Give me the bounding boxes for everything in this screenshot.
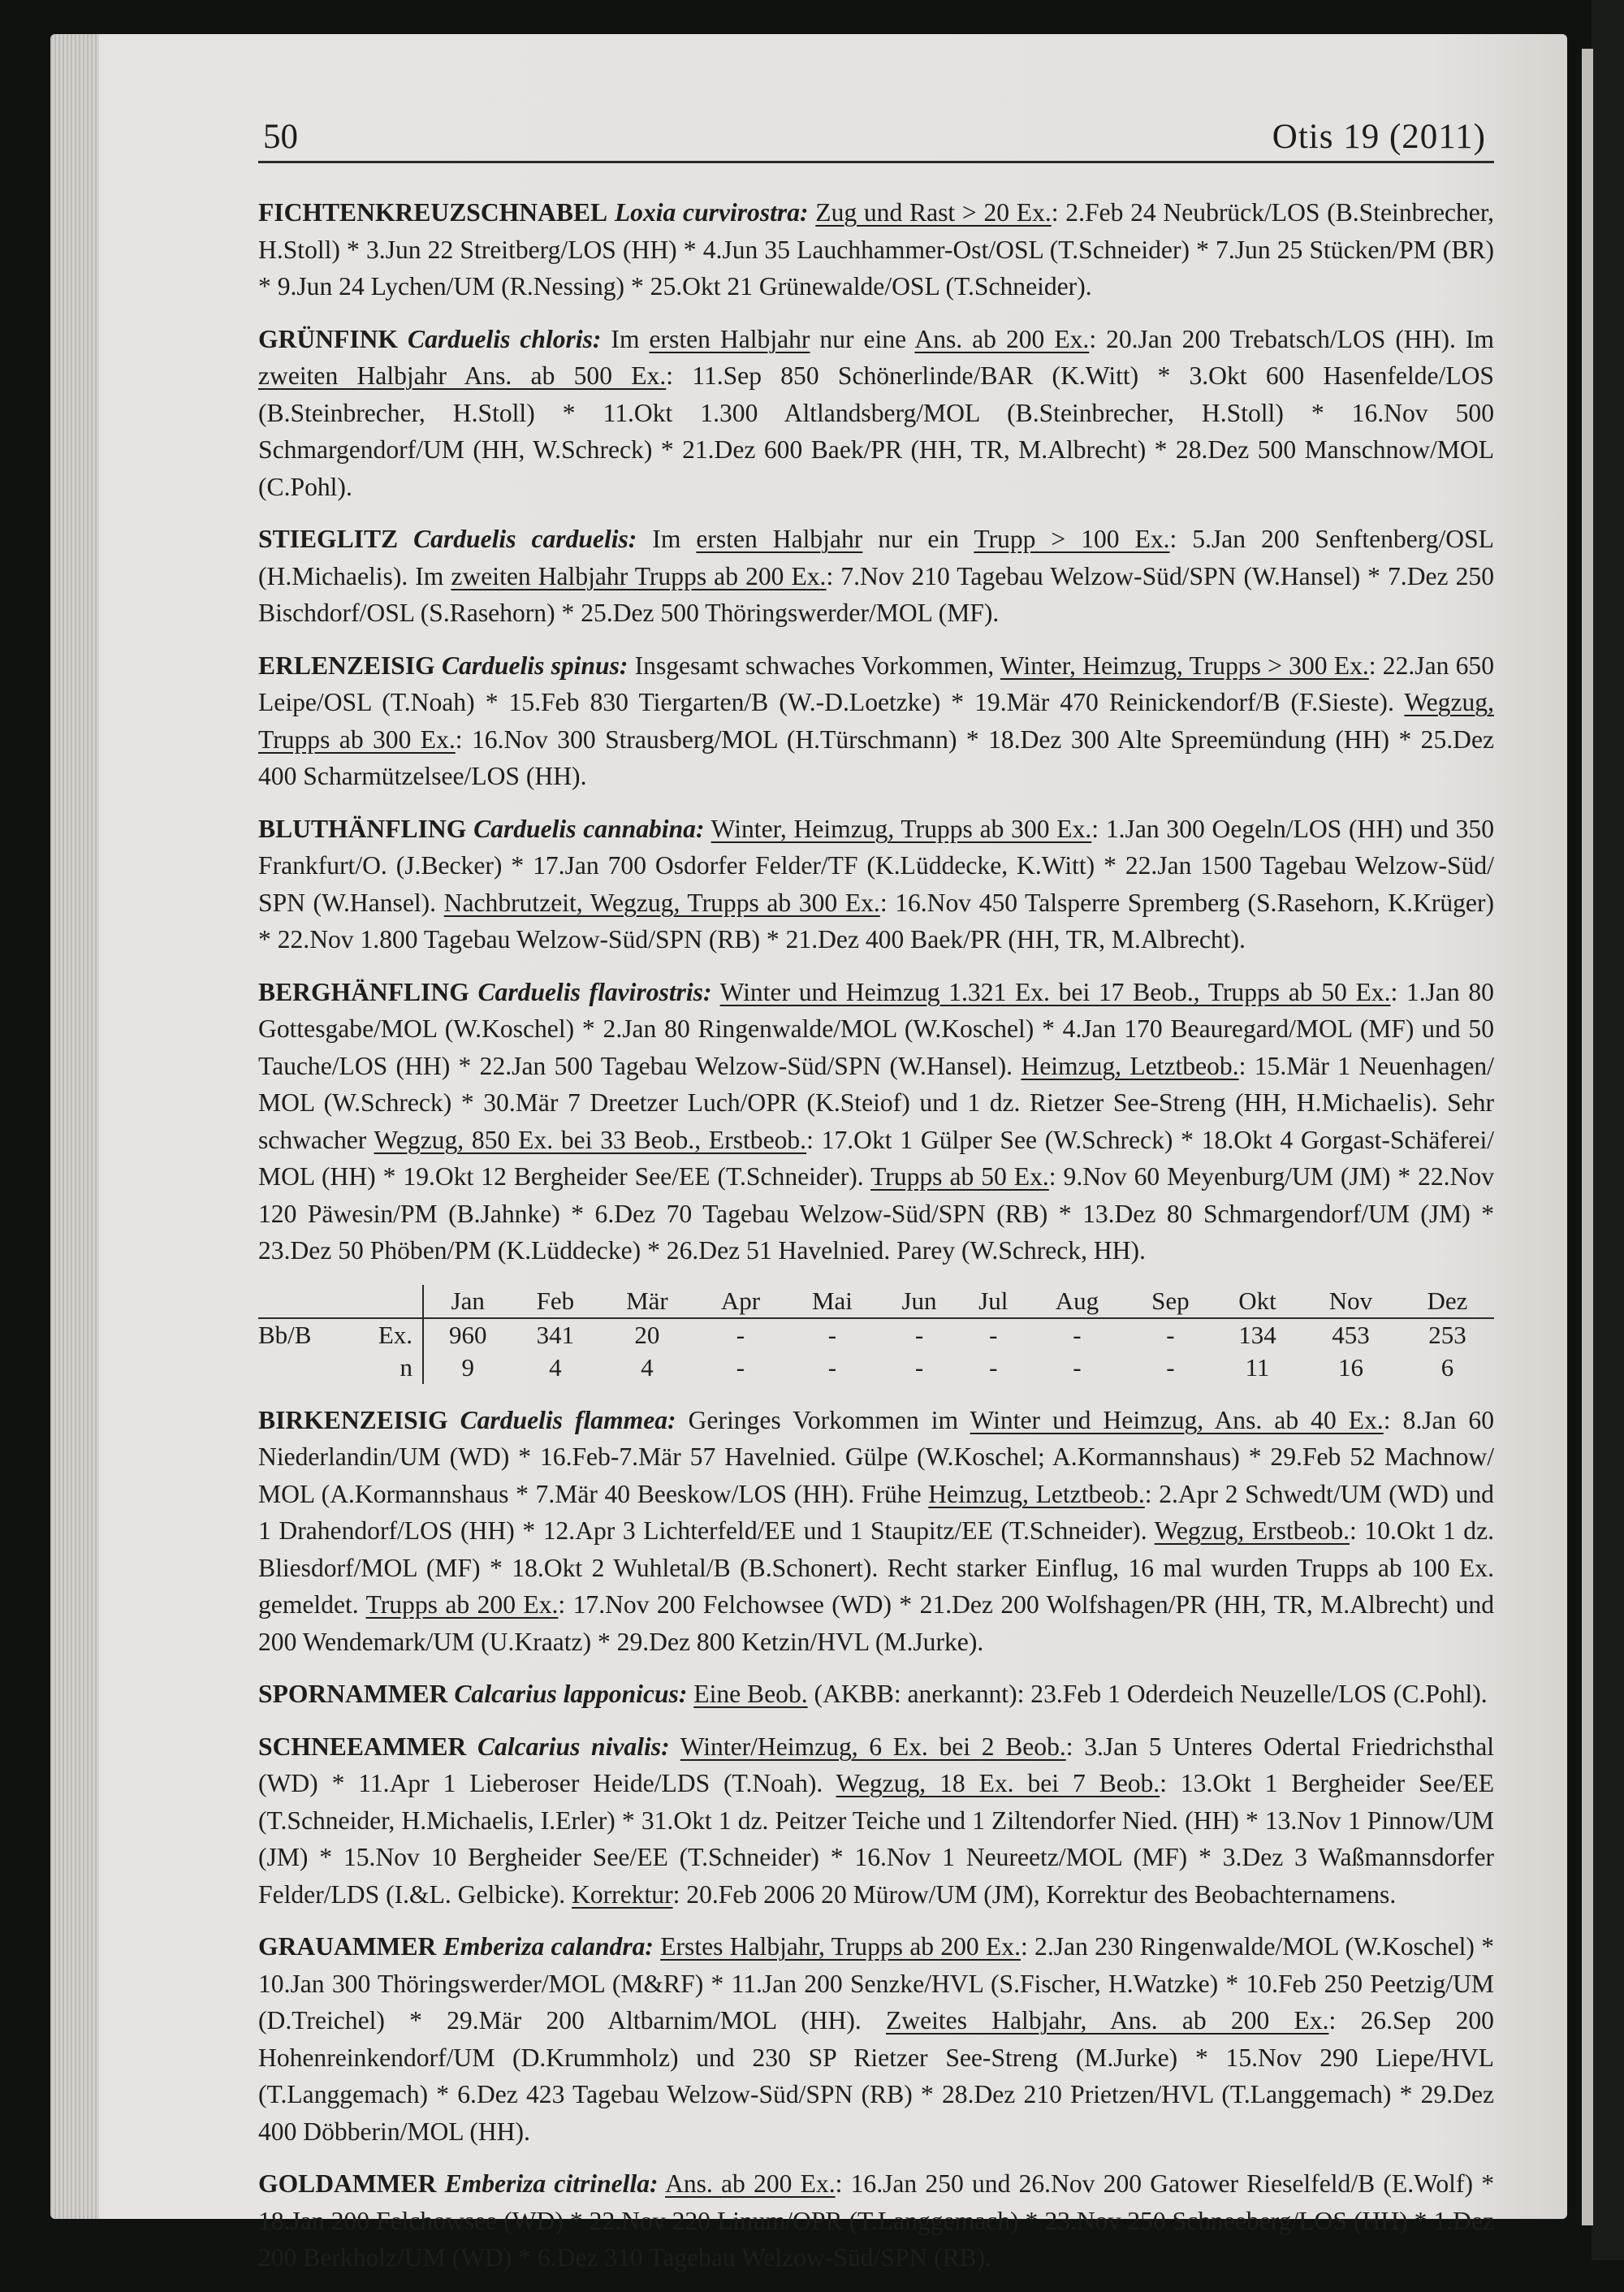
species-entry (258, 1928, 1494, 2150)
month-header: Sep (1127, 1285, 1214, 1318)
month-header: Nov (1301, 1285, 1401, 1318)
underlined-heading: Trupps ab 200 Ex. (365, 1590, 559, 1619)
entry-text (670, 1732, 680, 1761)
entry-text: : 26.Sep 200 Hohenreinkendorf/UM (D.Krummholz) und 230 SP Rietzer See-Streng (M.Jurke) * 15.Nov 290 Liepe/HVL (T.Langgemach) * 6.Dez 423 Tagebau Welzow-Süd/SPN (RB) * 28.Dez 210 Prietzen/HVL (T.Langgemach) * 29.Dez 400 Döbberin/MOL (HH). (258, 2006, 1494, 2146)
underlined-heading: Heimzug, Letztbeob. (1021, 1051, 1239, 1080)
table-row (258, 1351, 1494, 1384)
entry-text (704, 815, 710, 843)
latin-name: Carduelis spinus: (441, 651, 628, 680)
underlined-heading: Ans. ab 200 Ex. (665, 2169, 836, 2198)
table-cell: - (914, 1320, 924, 1349)
region-label (258, 1351, 356, 1384)
month-header: Mai (785, 1285, 879, 1318)
row-label: n (356, 1351, 423, 1384)
table-cell: 4 (549, 1352, 562, 1382)
species-name: SPORNAMMER (258, 1680, 448, 1708)
entry-text: : 5.Jan 200 Senftenberg/OSL (H.Michaelis). Im (258, 525, 1494, 590)
entry-text (712, 978, 720, 1006)
entry-text: Im (601, 324, 650, 353)
running-header (258, 114, 1494, 163)
entry-text: nur eine (810, 324, 915, 353)
table-cell: - (736, 1320, 745, 1349)
table-cell: 6 (1440, 1352, 1454, 1382)
species-name: GRAUAMMER (258, 1932, 437, 1961)
underlined-heading: Winter und Heimzug, Ans. ab 40 Ex. (970, 1405, 1384, 1434)
journal-page (258, 114, 1494, 2292)
region-label: Bb/B (258, 1320, 312, 1349)
latin-name: Carduelis flammea: (460, 1405, 676, 1434)
species-entry (258, 1402, 1494, 1661)
species-entry (258, 1676, 1494, 1713)
species-name: SCHNEEAMMER (258, 1732, 467, 1761)
table-cell: - (1166, 1320, 1175, 1349)
entry-text: : 1.Jan 300 Oegeln/LOS (HH) und 350 Frankfurt/O. (J.Becker) * 17.Jan 700 Osdorfer Felder/TF (K.Lüddecke, K.Witt) * 22.Jan 1500 Tagebau Welzow-Süd/ SPN (W.Hansel). (258, 814, 1494, 917)
entry-text: : 15.Mär 1 Neuenhagen/ MOL (W.Schreck) * 30.Mär 7 Dreetzer Luch/OPR (K.Steiof) und 1 dz. Rietzer See-Streng (HH, H.Michaelis). Sehr schwacher (258, 1051, 1494, 1154)
table-cell: 16 (1338, 1352, 1363, 1382)
table-body (258, 1318, 1494, 1384)
entry-text: (AKBB: anerkannt): 23.Feb 1 Oderdeich Neuzelle/LOS (C.Pohl). (807, 1680, 1488, 1708)
table-corner (258, 1285, 356, 1318)
underlined-heading: Wegzug, 18 Ex. bei 7 Beob. (836, 1769, 1160, 1797)
latin-name: Loxia curvirostra: (614, 198, 809, 227)
underlined-heading: Korrektur (572, 1879, 673, 1909)
table-cell: - (736, 1352, 745, 1382)
underlined-heading: zweiten Halbjahr Trupps ab 200 Ex. (451, 561, 827, 590)
latin-name: Carduelis flavirostris: (477, 977, 712, 1006)
species-name: GRÜNFINK (258, 324, 399, 353)
table-cell: 253 (1428, 1320, 1466, 1349)
underlined-heading: Erstes Halbjahr, Trupps ab 200 Ex. (660, 1932, 1021, 1961)
entry-text: : 9.Nov 60 Meyenburg/UM (JM) * 22.Nov 120 Päwesin/PM (B.Jahnke) * 6.Dez 70 Tagebau Welzow-Süd/SPN (RB) * 13.Dez 80 Schmargendorf/UM (JM) * 23.Dez 50 Phöben/PM (K.Lüddecke) * 26.Dez 51 Havelnied. Parey (W.Schreck, HH). (258, 1162, 1494, 1265)
entry-text: : 7.Nov 210 Tagebau Welzow-Süd/SPN (W.Hansel) * 7.Dez 250 Bischdorf/OSL (S.Rasehorn) * 25.Dez 500 Thöringswerder/MOL (MF). (258, 561, 1494, 627)
underlined-heading: ersten Halbjahr (696, 525, 863, 553)
entry-text: Geringes Vorkommen im (676, 1405, 970, 1434)
table-cell: - (827, 1320, 837, 1349)
entry-text: : 2.Jan 230 Ringenwalde/MOL (W.Koschel) * 10.Jan 300 Thöringswerder/MOL (M&RF) * 11.Jan 200 Senzke/HVL (S.Fischer, H.Watzke) * 10.Feb 250 Peetzig/UM (D.Treichel) * 29.Mär 200 Altbarnim/MOL (HH). (258, 1932, 1495, 2035)
entry-text: : 2.Apr 2 Schwedt/UM (WD) und 1 Drahendorf/LOS (HH) * 12.Apr 3 Lichterfeld/EE und 1 Staupitz/EE (T.Schneider). (258, 1479, 1494, 1545)
table-cell: 4 (641, 1352, 654, 1382)
monthly-count-table (258, 1285, 1494, 1384)
species-entries-continued (258, 1402, 1494, 2277)
table-cell: 11 (1245, 1352, 1270, 1382)
entry-text: : 13.Okt 1 Bergheider See/EE (T.Schneider, H.Michaelis, I.Erler) * 31.Okt 1 dz. Peitzer Teiche und 1 Ziltendorfer Nied. (HH) * 13.Nov 1 Pinnow/UM (JM) * 15.Nov 10 Bergheider See/EE (T.Schneider) * 16.Nov 1 Neureetz/MOL (MF) * 3.Dez 3 Waßmannsdorfer Felder/LDS (I.&L. Gelbicke). (258, 1769, 1494, 1909)
entry-text: : 16.Nov 450 Talsperre Spremberg (S.Rasehorn, K.Krüger) * 22.Nov 1.800 Tagebau Welzow-Süd/SPN (RB) * 21.Dez 400 Baek/PR (HH, TR, M.Albrecht). (258, 888, 1494, 954)
month-header: Jul (960, 1285, 1027, 1318)
latin-name: Calcarius lapponicus: (454, 1680, 688, 1708)
table-cell: 9 (461, 1352, 474, 1382)
entry-text: Im (637, 525, 697, 553)
species-name: GOLDAMMER (258, 2169, 437, 2198)
table-cell: - (989, 1320, 998, 1349)
table-cell: 341 (536, 1320, 575, 1349)
species-name: BIRKENZEISIG (258, 1405, 448, 1434)
entry-text: : 16.Jan 250 und 26.Nov 200 Gatower Rieselfeld/B (E.Wolf) * 18.Jan 200 Felchowsee (WD) * 22.Nov 220 Linum/OPR (T.Langgemach) * 23.Nov 250 Schneeberg/LOS (HH) * 1.Dez 200 Berkholz/UM (WD) * 6.Dez 310 Tagebau Welzow-Süd/SPN (RB). (258, 2169, 1494, 2272)
entry-text: : 17.Okt 1 Gülper See (W.Schreck) * 18.Okt 4 Gorgast-Schäferei/ MOL (HH) * 19.Okt 12 Bergheider See/EE (T.Schneider). (258, 1125, 1495, 1191)
underlined-heading: Winter/Heimzug, 6 Ex. bei 2 Beob. (680, 1732, 1066, 1761)
species-entry (258, 2165, 1494, 2277)
underlined-heading: Zweites Halbjahr, Ans. ab 200 Ex. (885, 2006, 1329, 2035)
species-entry (258, 321, 1494, 506)
table-header-row (258, 1285, 1494, 1318)
table-cell: - (827, 1352, 837, 1382)
row-label: Ex. (356, 1318, 423, 1351)
entry-text: : 22.Jan 650 Leipe/OSL (T.Noah) * 15.Feb 830 Tiergarten/B (W.-D.Loetzke) * 19.Mär 470 Reinickendorf/B (F.Sieste). (258, 651, 1494, 716)
table-cell: 453 (1332, 1320, 1370, 1349)
table-cell: 20 (634, 1320, 660, 1349)
latin-name: Carduelis cannabina: (473, 814, 705, 843)
underlined-heading: Heimzug, Letztbeob. (928, 1479, 1145, 1508)
species-name: STIEGLITZ (258, 525, 399, 553)
underlined-heading: Wegzug, Trupps ab 300 Ex. (258, 688, 1494, 754)
month-header: Mär (598, 1285, 695, 1318)
entry-text: : 8.Jan 60 Niederlandin/UM (WD) * 16.Feb-7.Mär 57 Havelnied. Gülpe (W.Koschel; A.Kormannshaus) * 29.Feb 52 Machnow/ MOL (A.Kormannshaus * 7.Mär 40 Beeskow/LOS (HH). Frühe (258, 1405, 1494, 1508)
table-cell: - (1073, 1320, 1082, 1349)
underlined-heading: Winter und Heimzug 1.321 Ex. bei 17 Beob., Trupps ab 50 Ex. (719, 977, 1391, 1006)
species-entry (258, 974, 1494, 1269)
month-header: Aug (1027, 1285, 1127, 1318)
entry-text: : 20.Feb 2006 20 Mürow/UM (JM), Korrektur des Beobachternamens. (672, 1879, 1397, 1909)
entry-text (654, 1932, 660, 1961)
entry-text: : 1.Jan 80 Gottesgabe/MOL (W.Koschel) * 2.Jan 80 Ringenwalde/MOL (W.Koschel) * 4.Jan 170 Beauregard/MOL (MF) und 50 Tauche/LOS (HH) * 22.Jan 500 Tagebau Welzow-Süd/SPN (W.Hansel). (258, 977, 1494, 1080)
table-cell: 134 (1238, 1320, 1276, 1349)
month-header: Jan (423, 1285, 512, 1318)
month-header: Okt (1214, 1285, 1301, 1318)
entry-text: : 11.Sep 850 Schönerlinde/BAR (K.Witt) * 3.Okt 600 Hasenfelde/LOS (B.Steinbrecher, H.Stoll) * 11.Okt 1.300 Altlandsberg/MOL (B.Steinbrecher, H.Stoll) * 16.Nov 500 Schmargendorf/UM (HH, W.Schreck) * 21.Dez 600 Baek/PR (HH, TR, M.Albrecht) * 28.Dez 500 Manschnow/MOL (C.Pohl). (258, 361, 1495, 501)
species-entry (258, 647, 1494, 795)
entry-text: : 2.Feb 24 Neubrück/LOS (B.Steinbrecher, H.Stoll) * 3.Jun 22 Streitberg/LOS (HH) * 4.Jun 35 Lauchhammer-Ost/OSL (T.Schneider) * 7.Jun 25 Stücken/PM (BR) * 9.Jun 24 Lychen/UM (R.Nessing) * 25.Okt 21 Grünewalde/OSL (T.Schneider). (258, 198, 1494, 301)
species-entry (258, 811, 1494, 958)
page-edges (50, 34, 99, 2219)
species-name: BERGHÄNFLING (258, 977, 469, 1006)
underlined-heading: Zug und Rast > 20 Ex. (815, 198, 1052, 227)
species-entry (258, 521, 1494, 632)
species-name: FICHTENKREUZSCHNABEL (258, 198, 608, 227)
underlined-heading: Trupps ab 50 Ex. (870, 1162, 1049, 1191)
underlined-heading: Trupp > 100 Ex. (974, 525, 1170, 553)
underlined-heading: zweiten Halbjahr Ans. ab 500 Ex. (258, 361, 667, 390)
page-number: 50 (263, 118, 298, 156)
entry-text: : 3.Jan 5 Unteres Odertal Friedrichsthal (WD) * 11.Apr 1 Lieberoser Heide/LDS (T.Noah). (258, 1732, 1494, 1797)
entry-text: Insgesamt schwaches Vorkommen, (628, 651, 1000, 680)
underlined-heading: ersten Halbjahr (649, 324, 810, 353)
table-cell: - (1166, 1352, 1175, 1382)
species-entries (258, 194, 1494, 1269)
table-row (258, 1318, 1494, 1351)
table-cell: - (1073, 1352, 1082, 1382)
species-entry (258, 194, 1494, 305)
underlined-heading: Wegzug, Erstbeob. (1154, 1516, 1350, 1545)
underlined-heading: Eine Beob. (693, 1680, 808, 1708)
entry-text (659, 2169, 665, 2198)
entry-text: : 10.Okt 1 dz. Bliesdorf/MOL (MF) * 18.Okt 2 Wuhletal/B (B.Schonert). Recht starker Einflug, 16 mal wurden Trupps ab 100 Ex. gemeldet. (258, 1516, 1494, 1619)
table-cell: - (989, 1352, 998, 1382)
species-name: BLUTHÄNFLING (258, 814, 467, 843)
table-cell: - (914, 1352, 924, 1382)
month-header: Dez (1401, 1285, 1494, 1318)
species-name: ERLENZEISIG (258, 651, 435, 680)
table-corner (356, 1285, 423, 1318)
entry-text: : 17.Nov 200 Felchowsee (WD) * 21.Dez 200 Wolfshagen/PR (HH, TR, M.Albrecht) und 200 Wendemark/UM (U.Kraatz) * 29.Dez 800 Ketzin/HVL (M.Jurke). (258, 1590, 1494, 1656)
entry-text: : 20.Jan 200 Trebatsch/LOS (HH). Im (1089, 324, 1494, 353)
underlined-heading: Nachbrutzeit, Wegzug, Trupps ab 300 Ex. (443, 888, 880, 917)
latin-name: Carduelis chloris: (408, 324, 602, 353)
species-entry (258, 1728, 1494, 1914)
latin-name: Emberiza citrinella: (444, 2169, 659, 2198)
entry-text: : 16.Nov 300 Strausberg/MOL (H.Türschmann) * 18.Dez 300 Alte Spreemündung (HH) * 25.Dez 400 Scharmützelsee/LOS (HH). (258, 724, 1494, 790)
month-header: Feb (512, 1285, 598, 1318)
entry-text: nur ein (862, 525, 974, 553)
latin-name: Emberiza calandra: (443, 1932, 654, 1961)
book-spine (1592, 0, 1624, 2260)
latin-name: Calcarius nivalis: (477, 1732, 670, 1761)
table-cell: 960 (448, 1320, 487, 1349)
underlined-heading: Wegzug, 850 Ex. bei 33 Beob., Erstbeob. (374, 1125, 807, 1154)
facing-page-edge (1582, 49, 1593, 2225)
underlined-heading: Winter, Heimzug, Trupps > 300 Ex. (1000, 651, 1369, 680)
entry-text (809, 198, 816, 227)
underlined-heading: Winter, Heimzug, Trupps ab 300 Ex. (710, 814, 1092, 843)
underlined-heading: Ans. ab 200 Ex. (914, 324, 1090, 353)
month-header: Apr (695, 1285, 785, 1318)
latin-name: Carduelis carduelis: (413, 525, 637, 553)
month-header: Jun (879, 1285, 959, 1318)
journal-title: Otis 19 (2011) (1272, 118, 1486, 156)
